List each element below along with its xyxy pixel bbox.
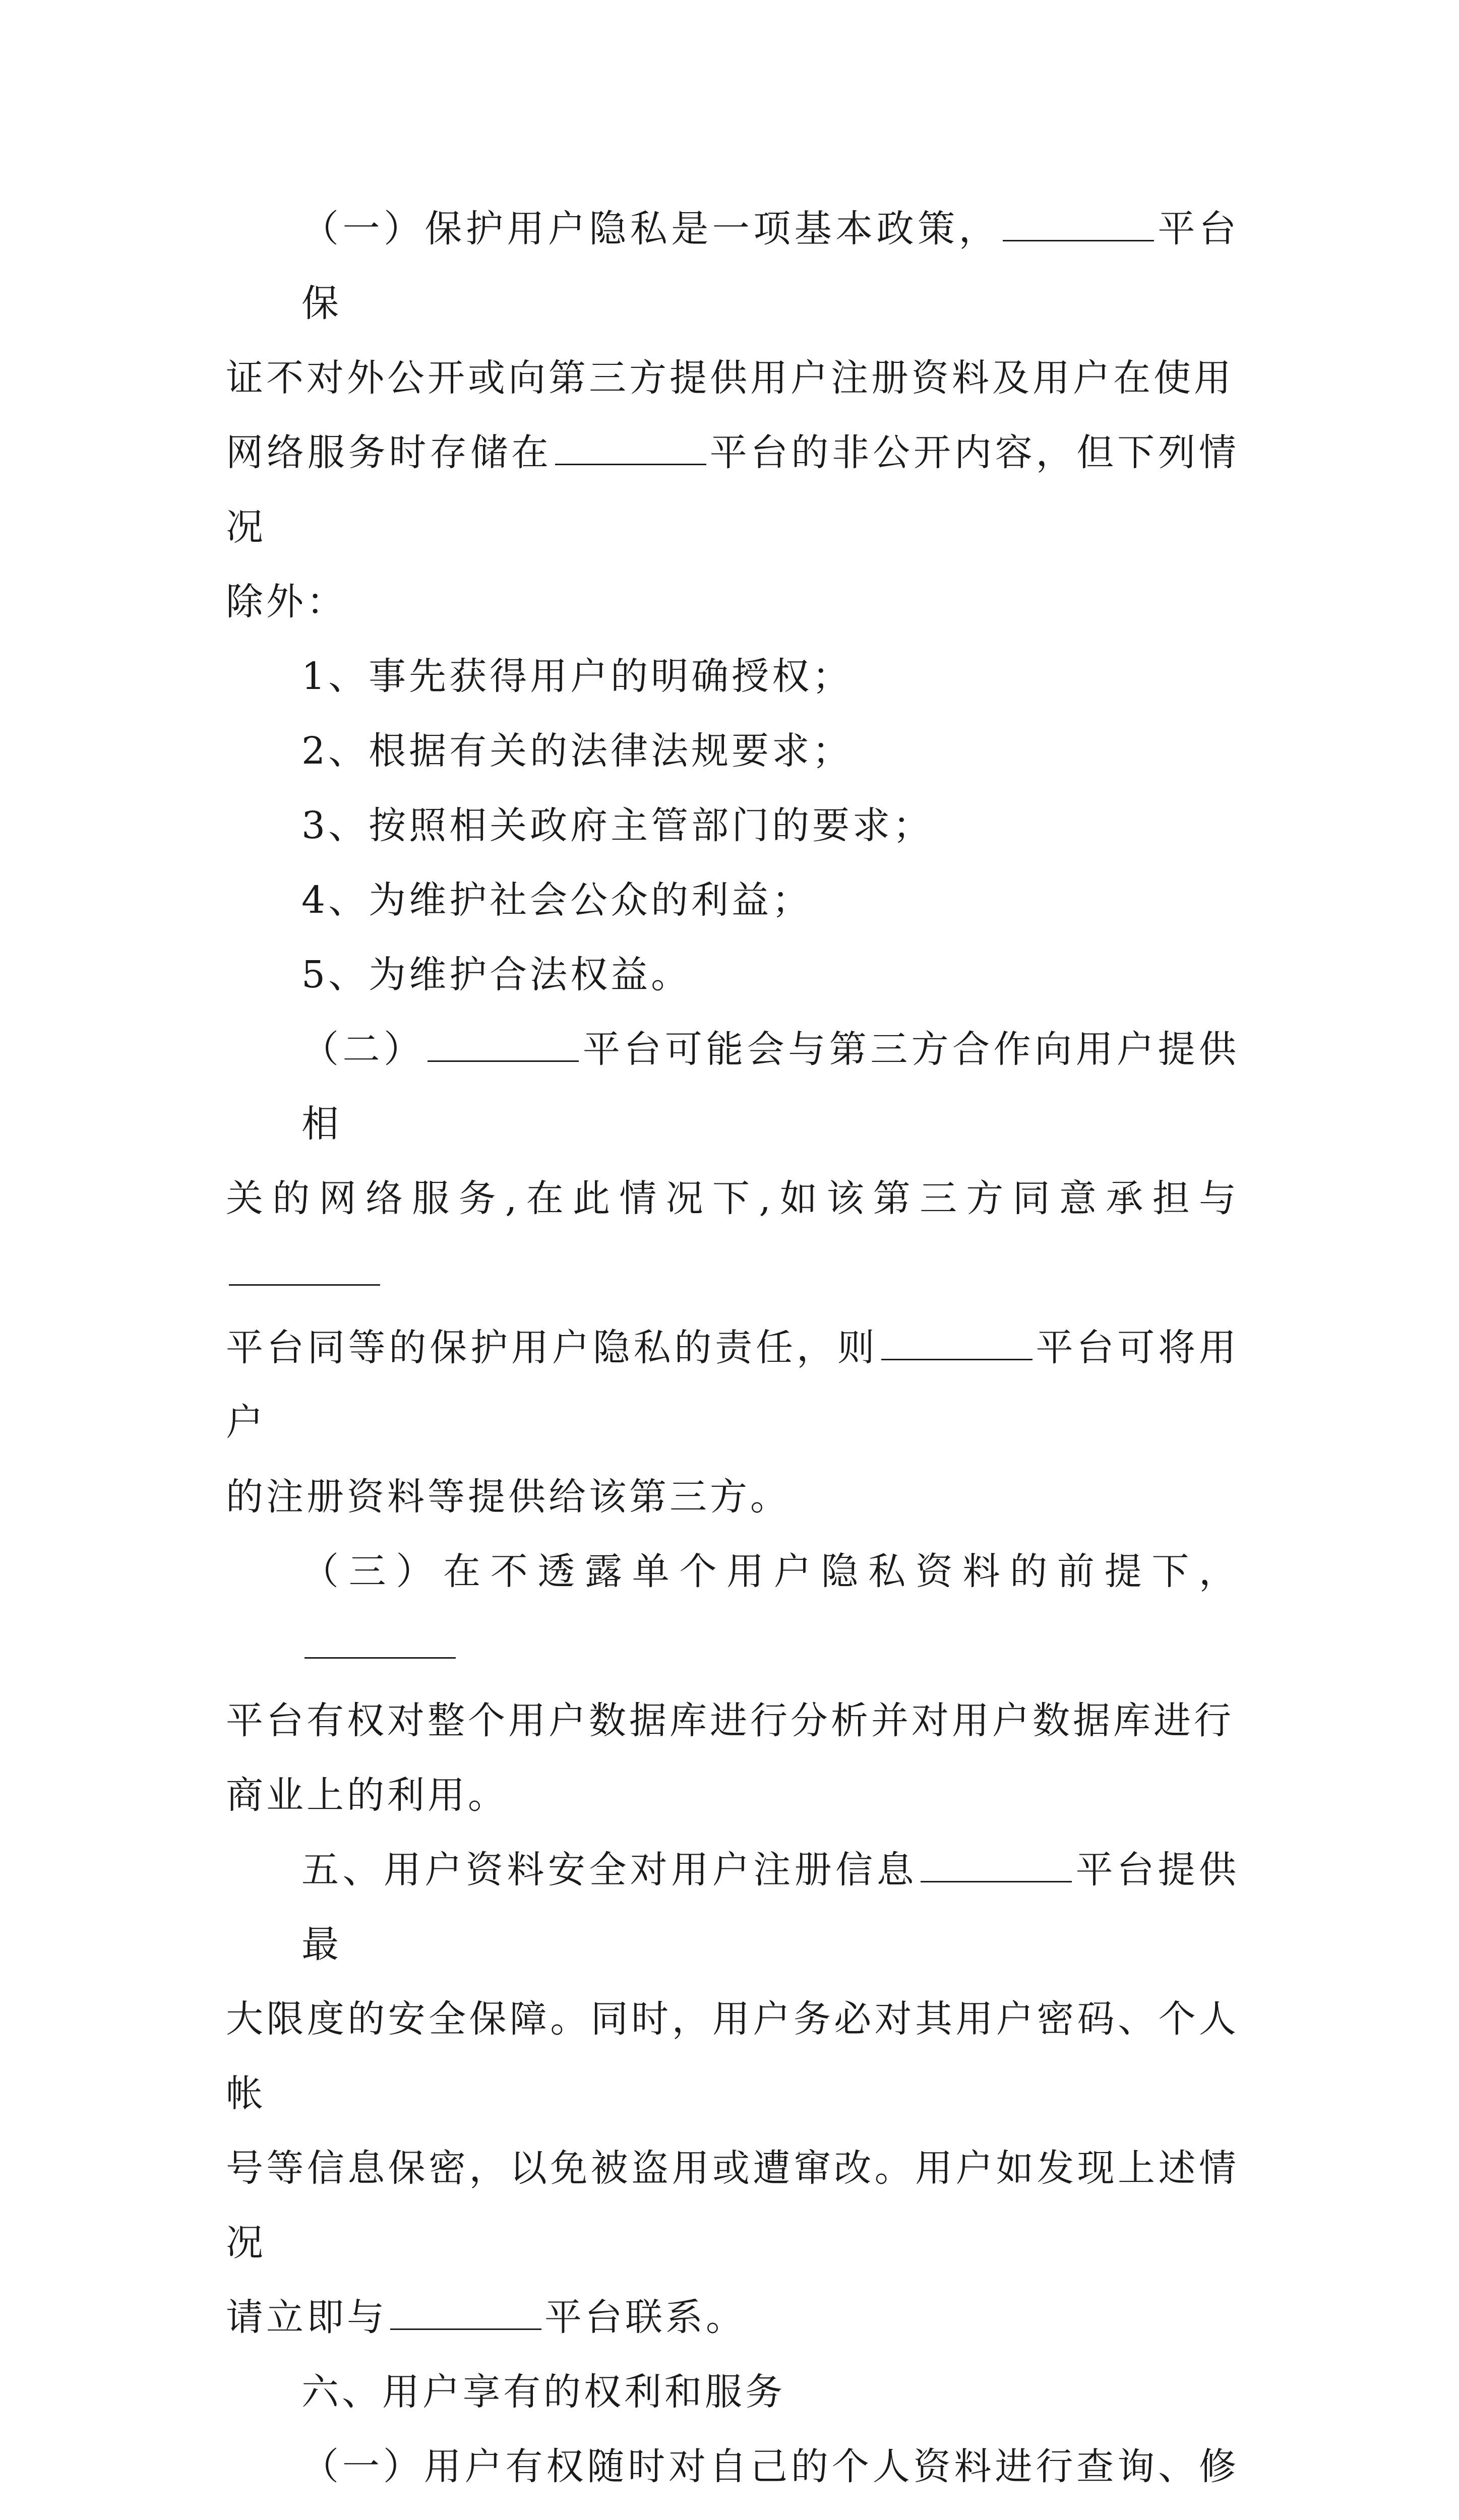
paragraph (226, 788, 1239, 863)
text-segment: 除外： (226, 580, 347, 623)
text-line (226, 1758, 1239, 1833)
text-line (226, 564, 1239, 639)
paragraph (226, 1012, 1239, 1534)
text-line (226, 714, 1239, 788)
text-segment: 五、用户资料安全对用户注册信息 (301, 1848, 918, 1892)
paragraph (226, 2355, 1239, 2429)
text-segment: （二） (301, 1028, 425, 1071)
fill-in-blank (428, 1032, 579, 1062)
text-line (226, 2280, 1239, 2355)
text-segment: 网络服务时存储在 (226, 431, 552, 474)
text-segment: 3、按照相关政府主管部门的要求； (301, 804, 934, 847)
text-line (226, 1460, 1239, 1534)
text-segment: 4、为维护社会公众的利益； (301, 878, 813, 922)
text-line (226, 1012, 1239, 1161)
text-segment: 关的网络服务,在此情况下,如该第三方同意承担与 (226, 1177, 1239, 1220)
text-line (226, 2355, 1239, 2429)
text-segment: 证不对外公开或向第三方提供用户注册资料及用户在使用 (226, 356, 1234, 400)
text-line (226, 415, 1239, 564)
paragraph (226, 937, 1239, 1012)
text-segment: 平台可将用户 (226, 1326, 1240, 1444)
text-segment: 1、事先获得用户的明确授权； (301, 655, 853, 698)
text-segment: 号等信息保密，以免被盗用或遭窜改。用户如发现上述情况 (226, 2147, 1239, 2264)
fill-in-blank (921, 1853, 1072, 1882)
text-segment: （一）用户有权随时对自己的个人资料进行查询、修 (301, 2445, 1239, 2488)
text-segment: 大限度的安全保障。同时，用户务必对其用户密码、个人帐 (226, 1997, 1239, 2115)
text-line (226, 1310, 1239, 1460)
text-segment: 的注册资料等提供给该第三方。 (226, 1475, 791, 1519)
paragraph (226, 639, 1239, 714)
fill-in-blank (881, 1331, 1032, 1360)
text-line (226, 863, 1239, 937)
text-segment: 平台联系。 (544, 2296, 746, 2339)
text-segment: 平台同等的保护用户隐私的责任，则 (226, 1326, 878, 1369)
text-line (226, 639, 1239, 714)
text-line (226, 192, 1239, 341)
text-segment: 5、为维护合法权益。 (301, 953, 692, 996)
text-segment: 平台保 (301, 207, 1240, 325)
text-segment: 请立即与 (226, 2296, 387, 2339)
text-line (226, 1683, 1239, 1758)
text-line (226, 1161, 1239, 1310)
paragraph (226, 2429, 1239, 2520)
fill-in-blank (390, 2300, 541, 2330)
text-line (226, 937, 1239, 1012)
fill-in-blank (229, 1256, 380, 1286)
text-segment: 平台可能会与第三方合作向用户提供相 (301, 1028, 1239, 1146)
paragraph (226, 1833, 1239, 2355)
text-line (226, 788, 1239, 863)
text-segment: 商业上的利用。 (226, 1774, 508, 1817)
text-line (226, 2131, 1239, 2280)
text-segment: （三）在不透露单个用户隐私资料的前提下， (301, 1550, 1239, 1593)
text-line (226, 341, 1239, 415)
document-body (226, 192, 1239, 2520)
text-segment: （一）保护用户隐私是一项基本政策， (301, 207, 1000, 250)
text-line (226, 1534, 1239, 1683)
fill-in-blank (305, 1629, 456, 1659)
text-line (226, 1833, 1239, 1982)
paragraph (226, 192, 1239, 639)
text-segment: 平台提供最 (301, 1848, 1240, 1966)
text-segment: 六、用户享有的权利和服务 (301, 2370, 785, 2414)
text-segment: 平台有权对整个用户数据库进行分析并对用户数据库进行 (226, 1699, 1234, 1742)
paragraph (226, 863, 1239, 937)
text-line (226, 1982, 1239, 2131)
paragraph (226, 1534, 1239, 1833)
text-segment: 2、根据有关的法律法规要求； (301, 729, 853, 773)
fill-in-blank (1003, 212, 1154, 241)
paragraph (226, 714, 1239, 788)
text-segment: 平台的非公开内容，但下列情况 (226, 431, 1240, 549)
text-line (226, 2429, 1239, 2520)
fill-in-blank (555, 435, 706, 465)
